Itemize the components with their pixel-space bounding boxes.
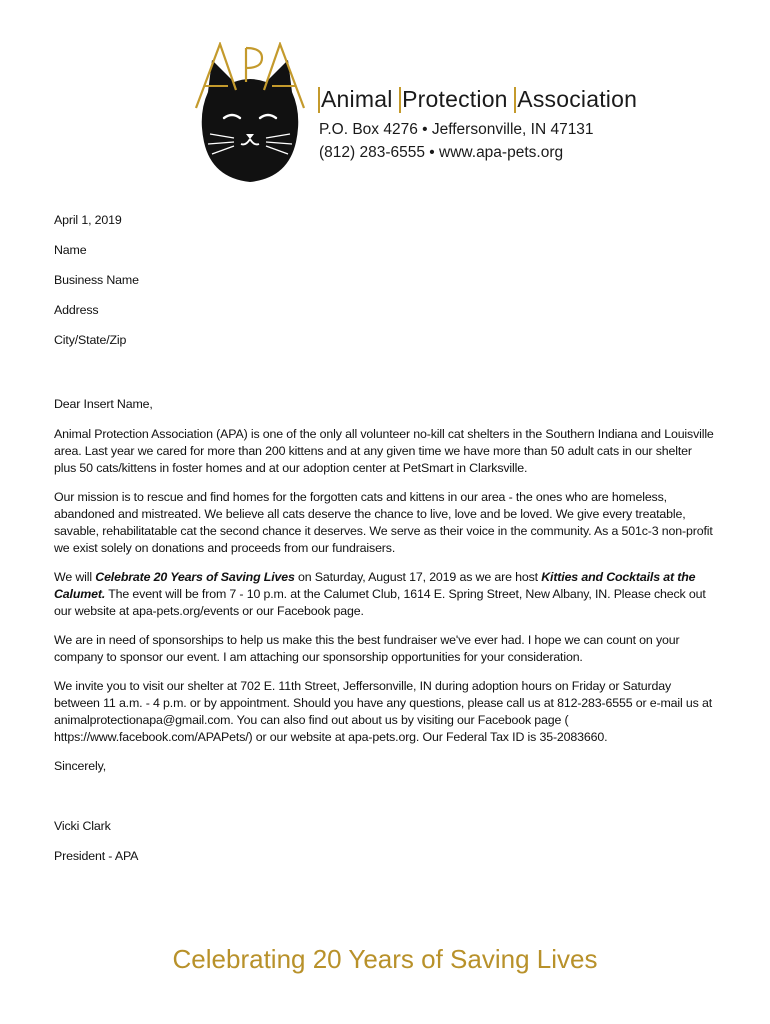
recipient-business: Business Name bbox=[54, 273, 139, 287]
salutation: Dear Insert Name, bbox=[54, 397, 153, 411]
organization-name: Animal Protection Association bbox=[318, 86, 637, 113]
letter-body bbox=[54, 212, 714, 878]
paragraph-intro: Animal Protection Association (APA) is one of the only all volunteer no-kill cat shelters in the Southern Indiana and Louisville area. Last year we cared for more than 200 kittens and at any given time we have more than 50 adult cats in our shelter plus 50 cats/kittens in foster homes and at our adoption center at PetSmart in Clarksville. bbox=[54, 427, 714, 475]
letter-date: April 1, 2019 bbox=[54, 213, 122, 227]
footer-tagline: Celebrating 20 Years of Saving Lives bbox=[172, 944, 598, 974]
letterhead bbox=[0, 0, 770, 210]
event-celebration-title: Celebrate 20 Years of Saving Lives bbox=[95, 570, 295, 584]
paragraph-mission: Our mission is to rescue and find homes for the forgotten cats and kittens in our area - the ones who are homeless, abandoned and mistreated. We believe all cats deserve the chance to live, love and be loved. We give every treatable, savable, rehabilitatable cat the second chance it deserves. We serve as their voice in the community. As a 501c-3 non-profit we exist solely on donations and proceeds from our fundraisers. bbox=[54, 490, 713, 555]
organization-address: P.O. Box 4276 • Jeffersonville, IN 47131 bbox=[319, 121, 594, 138]
recipient-address: Address bbox=[54, 303, 99, 317]
paragraph-sponsorship: We are in need of sponsorships to help us make this the best fundraiser we've ever had. I hope we can count on your company to sponsor our event. I am attaching our sponsorship opportunities for your consideration. bbox=[54, 633, 680, 664]
signer-title: President - APA bbox=[54, 849, 139, 863]
closing: Sincerely, bbox=[54, 759, 106, 773]
event-name: Kitties and Cocktails at the Calumet. bbox=[54, 570, 696, 601]
paragraph-visit: We invite you to visit our shelter at 702 E. 11th Street, Jeffersonville, IN during adoption hours on Friday or Saturday between 11 a.m. - 4 p.m. or by appointment. Should you have any questions, please call us at 812-283-6555 or e-mail us at animalprotectionapa@gmail.com. You can also find out about us by visiting our Facebook page ( https://www.facebook.com/APAPets/) or our website at apa-pets.org. Our Federal Tax ID is 35-2083660. bbox=[54, 679, 712, 744]
recipient-name: Name bbox=[54, 243, 87, 257]
apa-cat-logo bbox=[190, 42, 310, 202]
signer-name: Vicki Clark bbox=[54, 819, 111, 833]
organization-contact: (812) 283-6555 • www.apa-pets.org bbox=[319, 144, 564, 161]
recipient-city-state-zip: City/State/Zip bbox=[54, 333, 127, 347]
paragraph-event: We will Celebrate 20 Years of Saving Lives on Saturday, August 17, 2019 as we are host Kitties and Cocktails at the Calumet. The event will be from 7 - 10 p.m. at the Calumet Club, 1614 E. Spring Street, New Albany, IN. Please check out our website at apa-pets.org/events or our Facebook page. bbox=[54, 570, 706, 618]
